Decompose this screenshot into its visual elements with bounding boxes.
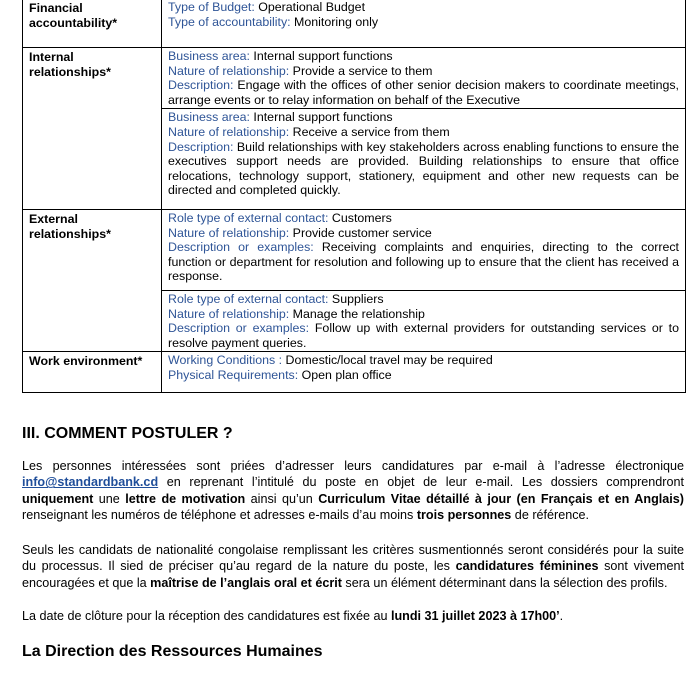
field-key: Role type of external contact:: [168, 291, 329, 306]
field-value: Open plan office: [298, 367, 392, 382]
field-key: Description:: [168, 139, 234, 154]
field-key: Description or examples:: [168, 321, 310, 336]
field-key: Business area:: [168, 49, 250, 63]
relationship-block: [162, 48, 685, 108]
deadline-paragraph: La date de clôture pour la réception des candidatures est fixée au lundi 31 juillet 2023 à 17h00’.: [22, 609, 564, 623]
field-value: Internal support functions: [249, 110, 393, 125]
field-value: Customers: [328, 210, 392, 225]
row-label: Internal relationships*: [23, 48, 162, 210]
job-spec-table: [22, 0, 686, 393]
financial-row: [23, 0, 686, 48]
field-value: Provide customer service: [289, 225, 432, 240]
financial-block: [162, 0, 685, 47]
field-value: Domestic/local travel may be required: [282, 353, 493, 368]
field-value: Receive a service from them: [289, 124, 450, 139]
field-key: Type of accountability:: [168, 14, 291, 29]
field-key: Role type of external contact:: [168, 210, 329, 225]
field-key: Working Conditions :: [168, 353, 283, 368]
field-value: Engage with the offices of other senior decision makers to coordinate meetings, arrange events or to relay information on behalf of the Executive: [168, 78, 679, 107]
external-row: [23, 209, 686, 351]
section-title: III. COMMENT POSTULER ?: [22, 425, 233, 442]
field-value: Follow up with external providers for outstanding services or to resolve payment queries.: [168, 321, 679, 350]
field-value: Manage the relationship: [289, 306, 425, 321]
field-value: Receiving complaints and enquiries, directing to the correct function or department for resolution and following up to ensure that the client has received a response.: [168, 240, 679, 284]
relationship-block: [162, 108, 685, 209]
field-key: Nature of relationship:: [168, 124, 290, 139]
internal-row: [23, 48, 686, 210]
row-label: External relationships*: [23, 209, 162, 351]
email-link[interactable]: info@standardbank.cd: [22, 475, 159, 490]
field-key: Business area:: [168, 110, 250, 125]
relationship-block: [162, 210, 685, 290]
field-value: Monitoring only: [290, 14, 379, 29]
eligibility-paragraph: Seuls les candidats de nationalité congolaise remplissant les critères susmentionnés seront considérés pour la suite du processus. Il sied de préciser qu’au regard de la nature du poste, les candidatures féminines sont vivement encouragées et que la maîtrise de l’anglais oral et écrit sera un élément déterminant dans la sélection des profils.: [22, 543, 684, 590]
field-value: Build relationships with key stakeholders across enabling functions to ensure the executives support needs are provided. Building relationships to ensure that office relocations, technology support, stationery, equipment and other new requests can be directed and completed quickly.: [168, 139, 679, 198]
field-key: Nature of relationship:: [168, 63, 290, 78]
field-key: Description:: [168, 78, 234, 93]
row-label: Work environment*: [23, 352, 162, 393]
field-key: Nature of relationship:: [168, 225, 290, 240]
field-value: Suppliers: [328, 291, 384, 306]
field-key: Physical Requirements:: [168, 367, 299, 382]
field-key: Nature of relationship:: [168, 306, 290, 321]
field-key: Description or examples:: [168, 240, 314, 255]
field-value: Provide a service to them: [289, 63, 433, 78]
row-label: Financial accountability*: [23, 0, 162, 48]
signature: La Direction des Ressources Humaines: [22, 643, 323, 660]
field-key: Type of Budget:: [168, 0, 255, 14]
work-environment-row: [23, 352, 686, 393]
application-paragraph: Les personnes intéressées sont priées d’adresser leurs candidatures par e-mail à l’adresse électronique info@standardbank.cd en reprenant l’intitulé du poste en objet de leur e-mail. Les dossiers comprendront uniquement une lettre de motivation ainsi qu’un Curriculum Vitae détaillé à jour (en Français et en Anglais) renseignant les numéros de téléphone et adresses e-mails d’au moins trois personnes de référence.: [22, 459, 684, 522]
work-block: [162, 352, 685, 392]
relationship-block: [162, 290, 685, 351]
field-value: Internal support functions: [249, 49, 393, 63]
field-value: Operational Budget: [254, 0, 366, 14]
